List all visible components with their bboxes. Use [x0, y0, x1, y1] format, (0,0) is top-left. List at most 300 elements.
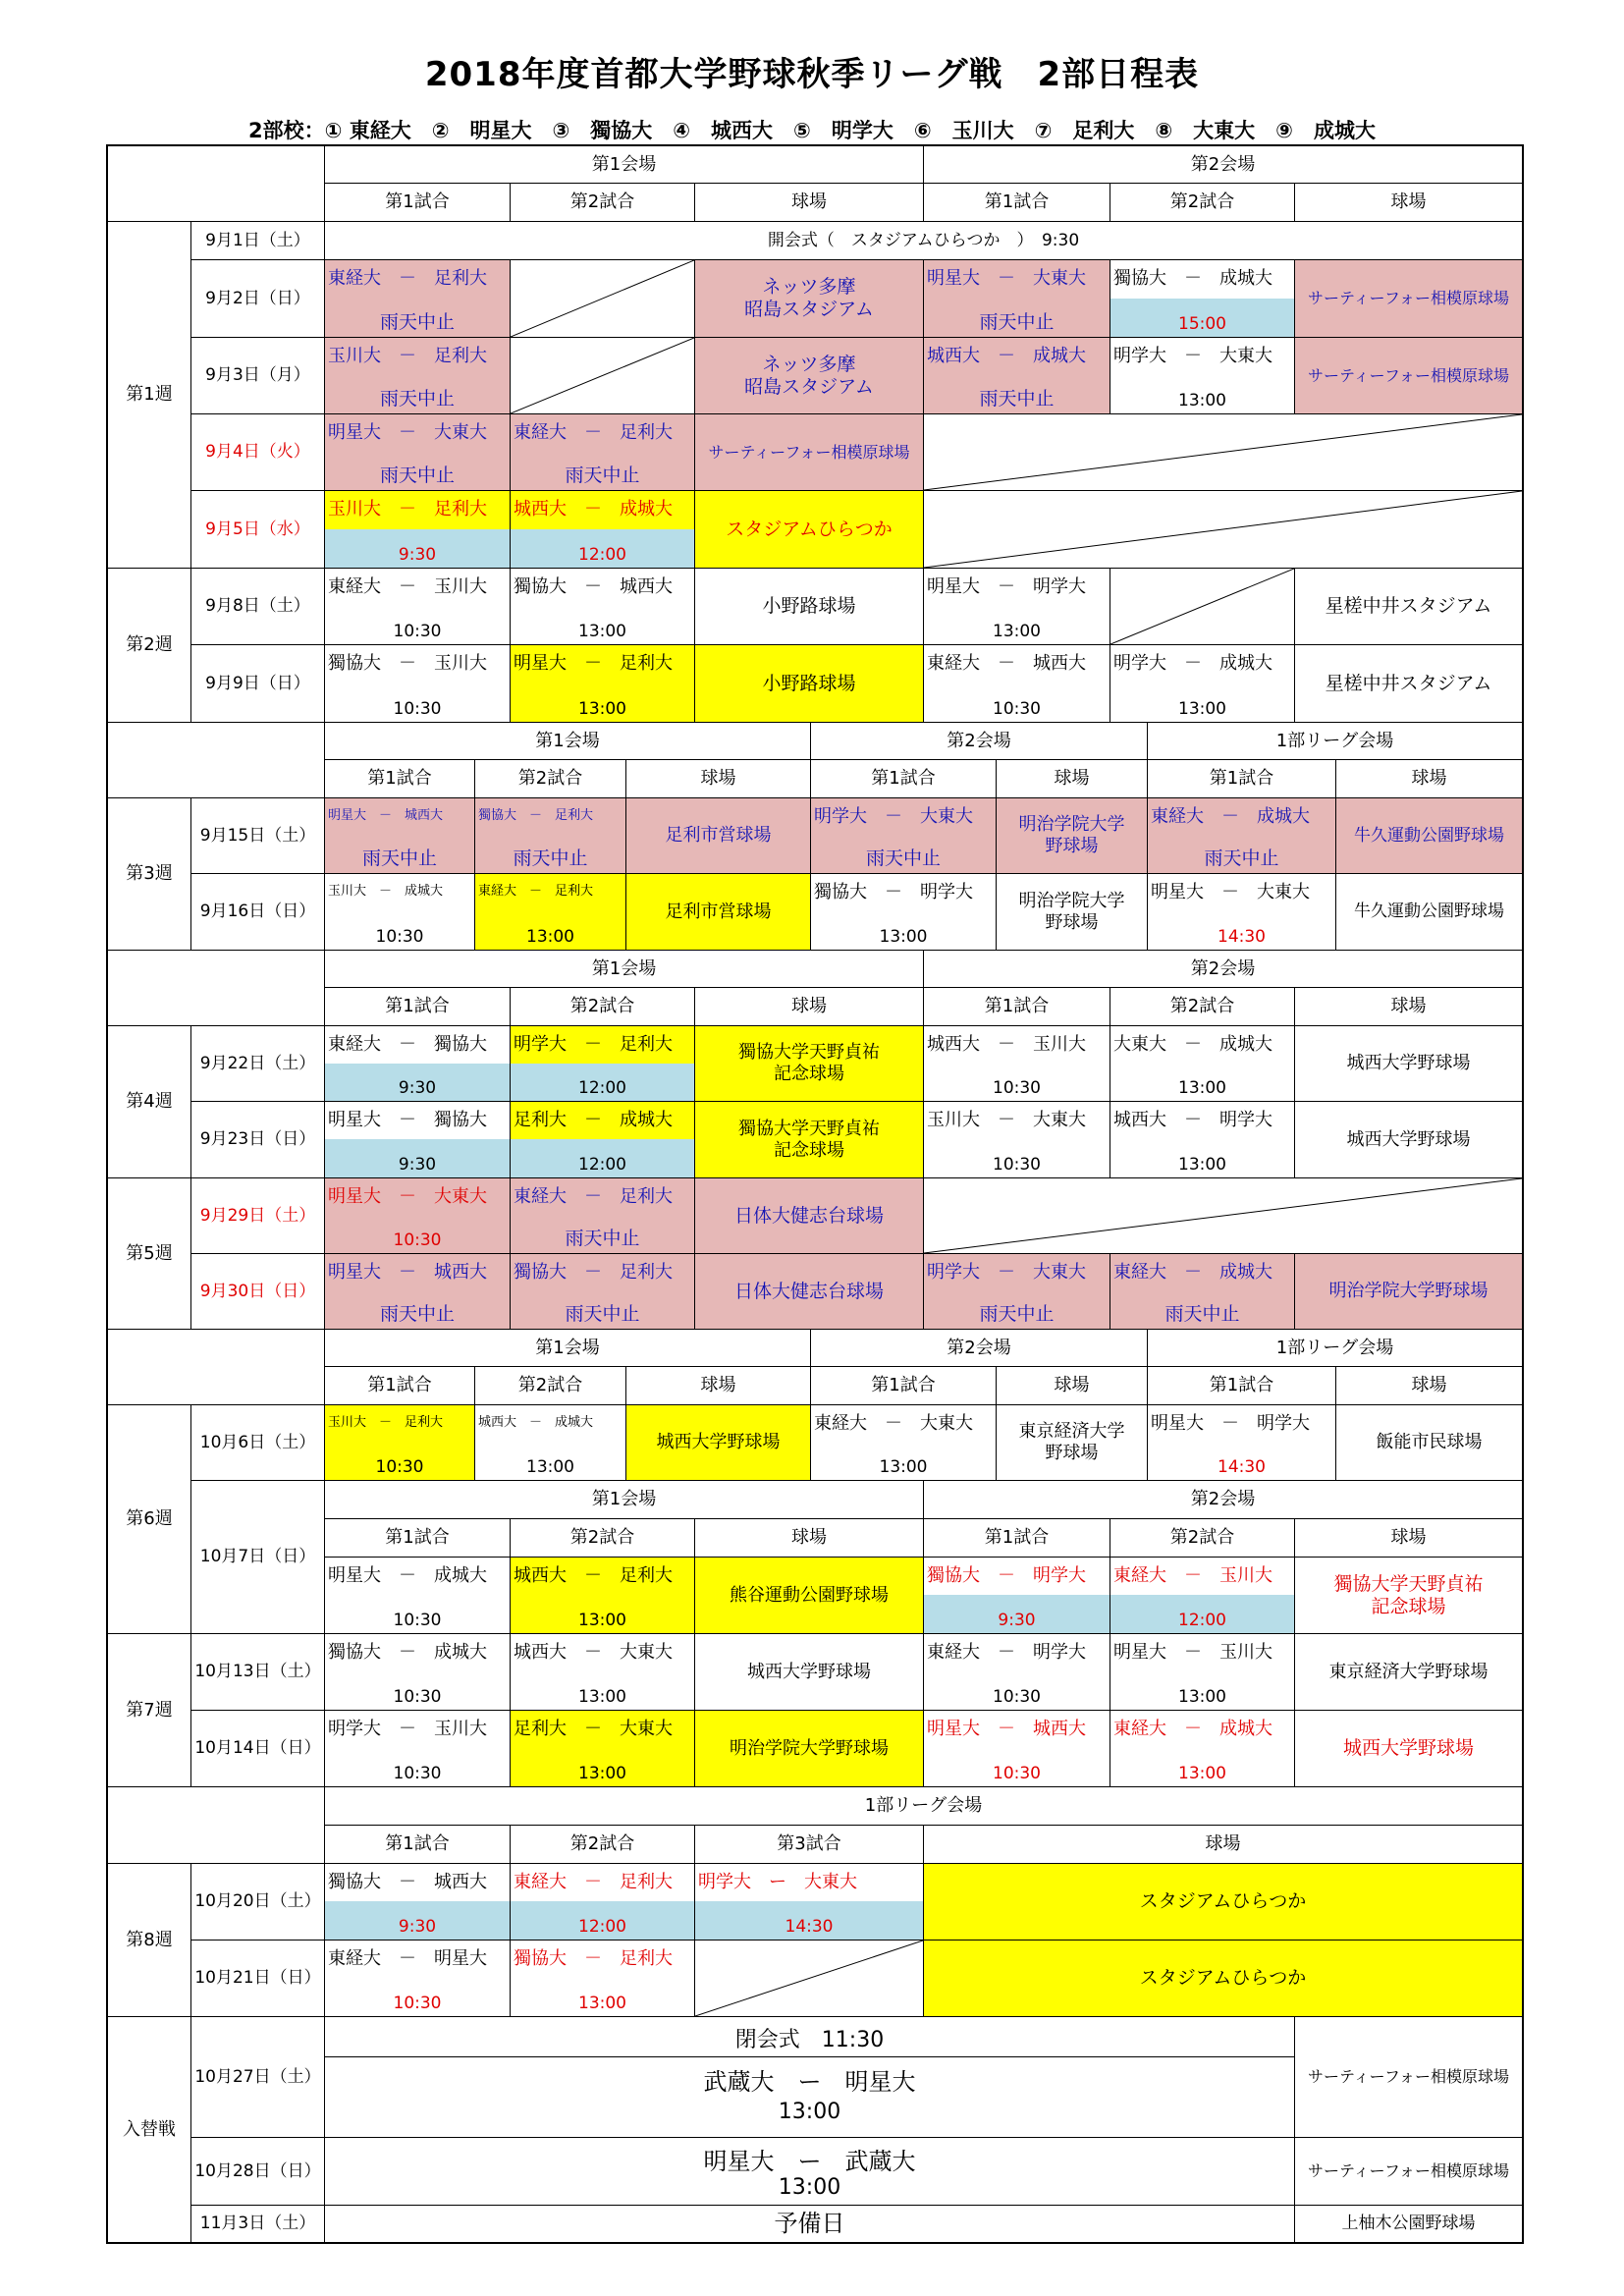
- column-header-text: 球場: [1390, 1527, 1427, 1549]
- week-label: [107, 568, 191, 723]
- date-label-text: 9月23日（日）: [199, 1129, 316, 1150]
- date-label-text: 9月3日（月）: [205, 365, 310, 386]
- label-cell: [1294, 644, 1523, 723]
- column-header-text: 球場: [1054, 768, 1090, 790]
- match-time: 雨天中止: [379, 311, 455, 333]
- date-label-text: 9月8日（土）: [205, 596, 310, 617]
- label-text: 上柚木公園野球場: [1341, 2214, 1476, 2234]
- column-header: [324, 183, 511, 222]
- match-cell: [923, 568, 1110, 645]
- label-cell: [1294, 2137, 1523, 2206]
- column-header: [1294, 987, 1523, 1026]
- column-header: [625, 1366, 811, 1405]
- match-cell: [510, 1940, 695, 2017]
- no-game-cell: [510, 337, 695, 414]
- venue-header-text: 第1会場: [535, 730, 600, 751]
- date-label-text: 9月1日（土）: [205, 230, 310, 250]
- venue-header-text: 第2会場: [947, 730, 1011, 751]
- label-cell: [1294, 337, 1523, 414]
- date-label-text: 9月2日（日）: [205, 288, 310, 308]
- date-label-text: 9月5日（水）: [205, 519, 310, 539]
- match-teams: 玉川大 － 足利大: [328, 499, 487, 519]
- label-cell: [1294, 1710, 1523, 1787]
- column-header: [324, 1825, 511, 1864]
- no-game-cell: [923, 413, 1523, 491]
- match-teams: 玉川大 － 足利大: [328, 1415, 444, 1430]
- match-teams: 獨協大 － 明学大: [814, 882, 973, 902]
- match-cell: [510, 490, 695, 569]
- match-cell: [810, 873, 997, 951]
- column-header: [625, 759, 811, 798]
- match-cell: [1147, 1404, 1336, 1481]
- school-list: 2部校：① 東経大 ② 明星大 ③ 獨協大 ④ 城西大 ⑤ 明学大 ⑥ 玉川大 ⑦ 足利大 ⑧ 大東大 ⑨ 成城大: [248, 119, 1376, 142]
- match-time: 雨天中止: [361, 847, 437, 869]
- label-text: 明治学院大学野球場: [730, 1737, 889, 1759]
- match-time: 10:30: [393, 1230, 442, 1250]
- match-cell: [324, 1557, 511, 1634]
- column-header: [1147, 1366, 1336, 1405]
- label-text: 城西大学野球場: [1346, 1053, 1471, 1074]
- label-text: 牛久運動公園野球場: [1354, 825, 1504, 846]
- field-name-line1: 獨協大学天野貞祐: [738, 1118, 880, 1139]
- match-teams: 東経大 － 獨協大: [328, 1034, 487, 1055]
- venue-header-text: 第1会場: [591, 153, 657, 175]
- column-header-text: 第2試合: [1169, 1527, 1235, 1549]
- week-label-text: 第3週: [126, 863, 173, 885]
- date-label-text: 10月21日（日）: [194, 1968, 321, 1989]
- exchange-match: 武蔵大 ー 明星大: [703, 2068, 916, 2096]
- field-name-line2: 記念球場: [774, 1064, 844, 1084]
- match-time: 9:30: [398, 545, 437, 565]
- label-cell: [625, 1404, 811, 1481]
- match-time: 13:00: [1178, 699, 1226, 719]
- venue-header-text: 第2会場: [1190, 153, 1256, 175]
- field-name-line2: 野球場: [1045, 911, 1099, 933]
- match-time: 雨天中止: [565, 465, 640, 486]
- column-header-text: 第1試合: [385, 996, 450, 1017]
- match-teams: 玉川大 － 成城大: [328, 884, 444, 899]
- match-cell: [510, 413, 695, 491]
- match-cell: [923, 1633, 1110, 1711]
- match-cell: [510, 1177, 695, 1254]
- venue-header: [923, 145, 1523, 184]
- match-teams: 獨協大 － 明学大: [927, 1565, 1086, 1586]
- match-cell: [810, 1404, 997, 1481]
- week-label: [107, 1863, 191, 2017]
- match-teams: 城西大 － 成城大: [927, 346, 1086, 366]
- match-cell: [923, 1025, 1110, 1102]
- match-cell: [1110, 1101, 1295, 1178]
- column-header: [1110, 183, 1295, 222]
- date-label: [190, 221, 325, 260]
- venue-header: [923, 950, 1523, 988]
- match-cell: [324, 413, 511, 491]
- field-cell: [996, 873, 1148, 951]
- match-time: 13:00: [578, 1611, 626, 1630]
- match-cell: [510, 1101, 695, 1178]
- match-teams: 明星大 － 城西大: [328, 1262, 487, 1283]
- date-label: [190, 1177, 325, 1254]
- week-label-text: 第4週: [126, 1091, 173, 1113]
- column-header-text: 第2試合: [569, 191, 635, 213]
- column-header: [694, 987, 924, 1026]
- date-label-text: 9月29日（土）: [199, 1205, 316, 1226]
- week-label-text: 第8週: [126, 1929, 173, 1950]
- week-label: [107, 1633, 191, 1787]
- field-cell: [694, 1025, 924, 1102]
- match-cell: [324, 1404, 475, 1481]
- column-header-text: 球場: [1390, 191, 1427, 213]
- exchange-time: 13:00: [778, 2175, 841, 2200]
- match-teams: 東経大 － 足利大: [328, 268, 487, 289]
- venue-header: [1147, 1329, 1523, 1367]
- label-cell: [694, 1633, 924, 1711]
- header-blank: [107, 950, 325, 1026]
- match-teams: 明星大 － 大東大: [927, 268, 1086, 289]
- match-cell: [324, 1863, 511, 1941]
- venue-header: [810, 1329, 1148, 1367]
- column-header-text: 第1試合: [1209, 1375, 1274, 1396]
- match-time: 10:30: [375, 1457, 424, 1477]
- label-text: 日体大健志台球場: [733, 1280, 884, 1302]
- label-cell: [625, 797, 811, 874]
- column-header-text: 第2試合: [569, 1527, 635, 1549]
- match-time: 12:00: [578, 545, 626, 565]
- match-cell: [923, 1710, 1110, 1787]
- match-time: 雨天中止: [565, 1303, 640, 1325]
- week-label-text: 第2週: [126, 634, 173, 656]
- match-time: 13:00: [578, 699, 626, 719]
- match-time: 10:30: [993, 699, 1041, 719]
- column-header-text: 第3試合: [777, 1833, 841, 1855]
- match-time: 15:00: [1178, 314, 1226, 334]
- match-cell: [1110, 1710, 1295, 1787]
- header-blank: [107, 1329, 325, 1405]
- date-label-text: 10月28日（日）: [194, 2160, 321, 2181]
- match-cell: [474, 1404, 626, 1481]
- match-cell: [324, 797, 475, 874]
- column-header-text: 球場: [791, 996, 827, 1017]
- match-cell: [510, 1253, 695, 1330]
- column-header: [510, 1518, 695, 1558]
- field-name-line1: 獨協大学天野貞祐: [738, 1042, 880, 1064]
- column-header: [510, 987, 695, 1026]
- match-teams: 獨協大 － 足利大: [478, 808, 594, 823]
- match-time: 雨天中止: [865, 847, 941, 869]
- match-teams: 明学大 － 足利大: [514, 1034, 673, 1055]
- match-cell: [324, 1253, 511, 1330]
- label-text: サーティーフォー相模原球場: [1307, 2161, 1510, 2181]
- column-header-text: 第1試合: [871, 768, 936, 790]
- match-cell: [510, 1633, 695, 1711]
- label-text: 熊谷運動公園野球場: [730, 1584, 889, 1606]
- date-label: [190, 1025, 325, 1102]
- match-teams: 東経大 － 足利大: [514, 1186, 673, 1207]
- match-time: 10:30: [393, 1687, 442, 1707]
- label-text: 城西大学野球場: [1342, 1737, 1474, 1760]
- label-cell: [923, 1863, 1523, 1941]
- match-time: 雨天中止: [379, 1303, 455, 1325]
- column-header-text: 第2試合: [1169, 996, 1235, 1017]
- label-cell: [923, 1940, 1523, 2017]
- match-teams: 明星大 － 玉川大: [1113, 1642, 1272, 1663]
- header-blank: [107, 1786, 325, 1864]
- column-header-text: 第1試合: [367, 1375, 432, 1396]
- match-cell: [923, 1557, 1110, 1634]
- column-header: [1335, 759, 1523, 798]
- match-teams: 東経大 － 明学大: [927, 1642, 1086, 1663]
- date-label: [190, 2137, 325, 2206]
- match-cell: [1110, 1633, 1295, 1711]
- match-teams: 東経大 － 足利大: [478, 884, 594, 899]
- label-cell: [694, 644, 924, 723]
- label-text: 飯能市民球場: [1376, 1432, 1483, 1453]
- column-header-text: 第2試合: [517, 768, 583, 790]
- match-cell: [923, 337, 1110, 414]
- field-cell: [996, 1404, 1148, 1481]
- venue-header-text: 第2会場: [1190, 1489, 1256, 1510]
- match-teams: 獨協大 － 成城大: [1113, 268, 1272, 289]
- match-cell: [1110, 259, 1295, 338]
- match-time: 雨天中止: [979, 1303, 1055, 1325]
- match-teams: 城西大 － 成城大: [478, 1415, 594, 1430]
- match-time: 10:30: [993, 1764, 1041, 1783]
- venue-header: [324, 1786, 1523, 1826]
- column-header: [510, 1825, 695, 1864]
- date-label: [190, 2016, 325, 2138]
- label-cell: [694, 1253, 924, 1330]
- column-header: [1335, 1366, 1523, 1405]
- match-teams: 東経大 － 成城大: [1113, 1262, 1272, 1283]
- match-cell: [1147, 797, 1336, 874]
- date-label-text: 9月15日（土）: [199, 825, 316, 846]
- exchange-cell: [324, 2137, 1295, 2206]
- match-teams: 獨協大 － 成城大: [328, 1642, 487, 1663]
- label-cell: [1335, 797, 1523, 874]
- match-time: 12:00: [1178, 1611, 1226, 1630]
- venue-header-text: 1部リーグ会場: [1275, 730, 1394, 751]
- match-teams: 明学大 － 玉川大: [328, 1719, 487, 1739]
- match-teams: 東経大 － 大東大: [814, 1413, 973, 1434]
- match-cell: [1110, 1253, 1295, 1330]
- column-header: [1110, 987, 1295, 1026]
- column-header-text: 球場: [791, 191, 827, 213]
- venue-header: [1147, 722, 1523, 760]
- venue-header: [324, 950, 924, 988]
- label-text: サーティーフォー相模原球場: [1307, 289, 1510, 308]
- match-teams: 東経大 － 玉川大: [328, 576, 487, 597]
- column-header-text: 第1試合: [385, 1833, 450, 1855]
- match-teams: 足利大 － 大東大: [514, 1719, 673, 1739]
- column-header-text: 球場: [1054, 1375, 1090, 1396]
- match-teams: 東経大 － 玉川大: [1113, 1565, 1272, 1586]
- column-header-text: 第1試合: [1209, 768, 1274, 790]
- column-header-text: 球場: [1205, 1833, 1241, 1855]
- label-text: サーティーフォー相模原球場: [1307, 365, 1510, 385]
- week-label: [107, 1404, 191, 1634]
- date-label: [190, 1404, 325, 1481]
- column-header: [324, 1518, 511, 1558]
- match-cell: [1110, 337, 1295, 414]
- date-label: [190, 1253, 325, 1330]
- match-cell: [324, 1177, 511, 1254]
- date-label: [190, 259, 325, 338]
- match-cell: [324, 1710, 511, 1787]
- venue-header-text: 第1会場: [535, 1337, 600, 1358]
- date-label-text: 9月22日（土）: [199, 1053, 316, 1073]
- match-teams: 獨協大 － 足利大: [514, 1948, 673, 1969]
- no-game-cell: [510, 259, 695, 338]
- match-time: 13:00: [526, 927, 574, 947]
- opening-ceremony: [324, 221, 1523, 260]
- match-teams: 玉川大 － 大東大: [927, 1110, 1086, 1130]
- match-time: 13:00: [578, 622, 626, 641]
- date-label: [190, 337, 325, 414]
- field-cell: [694, 259, 924, 338]
- field-name-line2: 昭島スタジアム: [744, 299, 874, 320]
- label-cell: [694, 1710, 924, 1787]
- week-label: [107, 1025, 191, 1178]
- match-cell: [324, 1025, 511, 1102]
- column-header: [923, 987, 1110, 1026]
- match-cell: [923, 1101, 1110, 1178]
- date-label-text: 10月14日（日）: [194, 1738, 321, 1759]
- match-time: 13:00: [578, 1994, 626, 2013]
- match-time: 13:00: [1178, 1764, 1226, 1783]
- field-name-line1: 東京経済大学: [1018, 1421, 1125, 1443]
- no-game-cell: [923, 490, 1523, 569]
- label-text: 星槎中井スタジアム: [1325, 595, 1492, 618]
- field-name-line2: 野球場: [1045, 1443, 1099, 1463]
- column-header: [1147, 759, 1336, 798]
- column-header: [474, 1366, 626, 1405]
- no-game-cell: [923, 1177, 1523, 1254]
- column-header: [324, 1366, 475, 1405]
- match-teams: 明星大 － 明学大: [927, 576, 1086, 597]
- column-header-text: 第2試合: [1169, 191, 1235, 213]
- exchange-match: 明星大 ー 武蔵大: [703, 2148, 916, 2175]
- match-teams: 足利大 － 成城大: [514, 1110, 673, 1130]
- column-header: [923, 183, 1110, 222]
- week-label-text: 入替戦: [123, 2118, 176, 2140]
- match-teams: 明星大 － 城西大: [927, 1719, 1086, 1739]
- label-text: 足利市営球場: [665, 901, 772, 922]
- column-header: [996, 759, 1148, 798]
- date-label: [190, 1101, 325, 1178]
- label-cell: [1294, 2205, 1523, 2243]
- column-header-text: 第1試合: [871, 1375, 936, 1396]
- date-label: [190, 1480, 325, 1634]
- match-time: 12:00: [578, 1917, 626, 1937]
- label-text: 城西大学野球場: [1346, 1128, 1471, 1150]
- column-header-text: 第2試合: [569, 1833, 635, 1855]
- match-time: 10:30: [993, 1155, 1041, 1175]
- match-cell: [510, 644, 695, 723]
- match-cell: [324, 1940, 511, 2017]
- match-time: 13:00: [1178, 1078, 1226, 1098]
- date-label: [190, 644, 325, 723]
- field-name-line1: ネッツ多摩: [762, 353, 856, 375]
- page-title: 2018年度首都大学野球秋季リーグ戦 2部日程表: [424, 55, 1200, 94]
- column-header: [996, 1366, 1148, 1405]
- field-name-line2: 昭島スタジアム: [744, 375, 874, 398]
- match-time: 13:00: [578, 1687, 626, 1707]
- column-header: [694, 1518, 924, 1558]
- venue-header-text: 第1会場: [591, 957, 657, 979]
- match-teams: 明学大 ー 大東大: [698, 1872, 857, 1892]
- label-cell: [1294, 568, 1523, 645]
- week-label-text: 第6週: [126, 1508, 173, 1530]
- match-teams: 城西大 － 成城大: [514, 499, 673, 519]
- match-cell: [1110, 1557, 1295, 1634]
- match-teams: 東経大 － 城西大: [927, 653, 1086, 674]
- week-label: [107, 1177, 191, 1330]
- divider: [325, 2056, 1294, 2057]
- column-header: [694, 1825, 924, 1864]
- match-time: 10:30: [993, 1687, 1041, 1707]
- match-cell: [324, 644, 511, 723]
- date-label-text: 10月7日（日）: [199, 1547, 316, 1567]
- match-teams: 明学大 － 大東大: [927, 1262, 1086, 1283]
- column-header: [810, 759, 997, 798]
- date-label: [190, 873, 325, 951]
- column-header-text: 球場: [700, 768, 736, 790]
- match-teams: 獨協大 － 足利大: [514, 1262, 673, 1283]
- label-cell: [694, 1177, 924, 1254]
- label-cell: [1294, 259, 1523, 338]
- match-time: 13:00: [879, 1457, 928, 1477]
- match-time: 13:00: [1178, 1687, 1226, 1707]
- match-teams: 大東大 － 成城大: [1113, 1034, 1272, 1055]
- match-cell: [474, 797, 626, 874]
- column-header: [1294, 183, 1523, 222]
- match-cell: [324, 1101, 511, 1178]
- match-teams: 明星大 － 大東大: [1151, 882, 1310, 902]
- venue-header: [324, 145, 924, 184]
- match-time: 10:30: [393, 1764, 442, 1783]
- match-teams: 明星大 － 獨協大: [328, 1110, 487, 1130]
- header-blank: [107, 722, 325, 798]
- venue-header-text: 第1会場: [591, 1489, 657, 1510]
- match-cell: [1147, 873, 1336, 951]
- field-cell: [694, 1101, 924, 1178]
- no-game-cell: [1110, 568, 1295, 645]
- label-text: 足利市営球場: [665, 825, 772, 847]
- field-cell: [1294, 1557, 1523, 1634]
- venue-header-text: 第2会場: [947, 1337, 1011, 1358]
- match-time: 14:30: [1218, 927, 1266, 947]
- column-header: [694, 183, 924, 222]
- week-label: [107, 2016, 191, 2243]
- venue-header-text: 第2会場: [1190, 957, 1256, 979]
- match-teams: 明星大 － 大東大: [328, 422, 487, 443]
- no-game-cell: [694, 1940, 924, 2017]
- match-cell: [510, 568, 695, 645]
- date-label: [190, 1633, 325, 1711]
- closing-ceremony: 閉会式 11:30: [734, 2028, 885, 2052]
- match-teams: 明星大 － 足利大: [514, 653, 673, 674]
- column-header-text: 球場: [700, 1375, 736, 1396]
- label-cell: [694, 1557, 924, 1634]
- label-text: スタジアムひらつか: [726, 518, 893, 540]
- label-text: 牛久運動公園野球場: [1354, 902, 1504, 922]
- match-time: 雨天中止: [379, 465, 455, 486]
- field-name-line1: 明治学院大学: [1018, 890, 1125, 911]
- week-label: [107, 221, 191, 569]
- date-label-text: 9月9日（日）: [205, 673, 310, 693]
- match-cell: [324, 259, 511, 338]
- match-time: 9:30: [398, 1155, 437, 1175]
